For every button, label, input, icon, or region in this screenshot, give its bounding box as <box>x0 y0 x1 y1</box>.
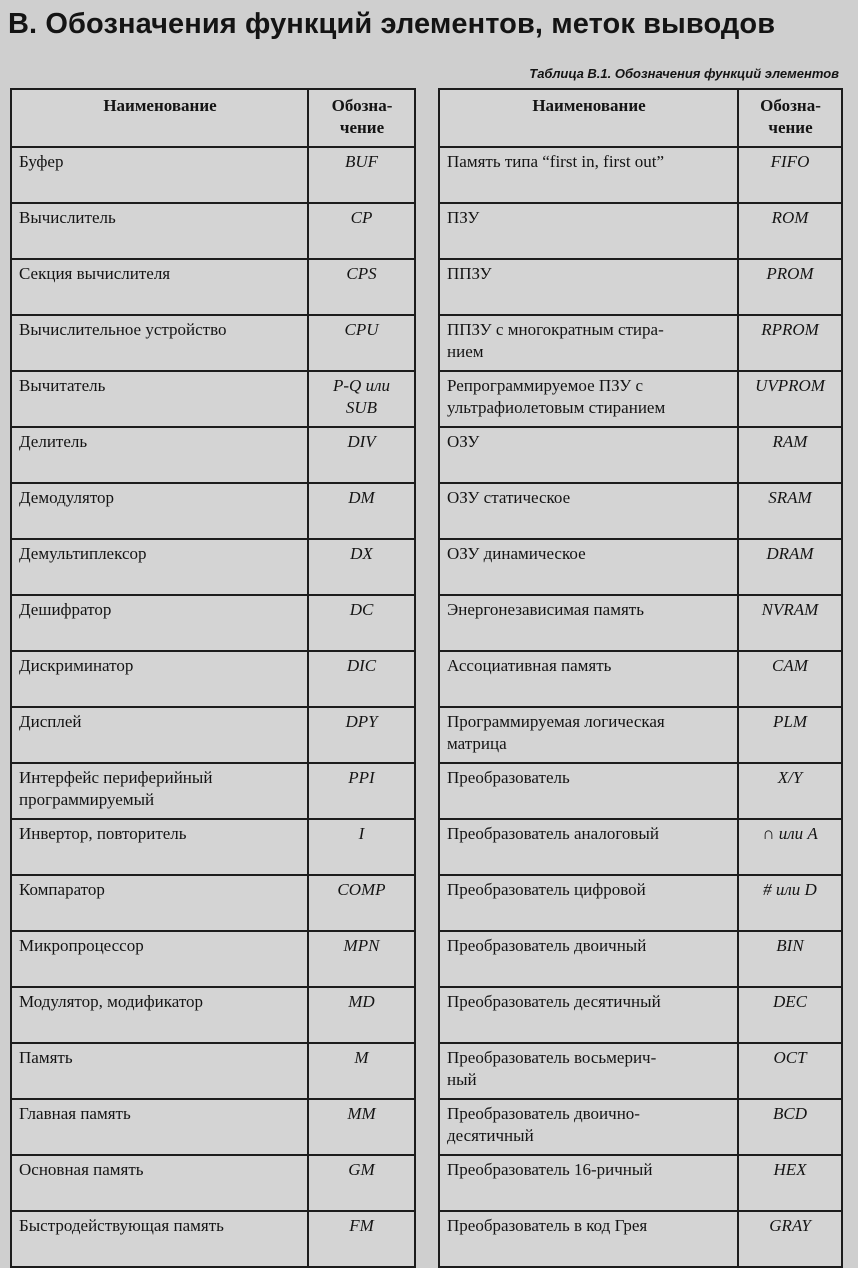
element-name-cell: Память типа “first in, first out” <box>439 147 738 203</box>
element-code-cell: RPROM <box>738 315 842 371</box>
element-name-cell: Преобразователь десятичный <box>439 987 738 1043</box>
table-row <box>439 203 842 259</box>
table-row <box>11 651 415 707</box>
element-code-cell: DC <box>308 595 415 651</box>
table-body-right <box>439 147 842 1267</box>
table-body-left <box>11 147 415 1267</box>
element-name-cell: Основная память <box>11 1155 308 1211</box>
element-code-cell: HEX <box>738 1155 842 1211</box>
element-name-cell: Компаратор <box>11 875 308 931</box>
element-name-cell: Преобразователь двоичный <box>439 931 738 987</box>
table-row <box>11 315 415 371</box>
element-code-cell: NVRAM <box>738 595 842 651</box>
element-name-cell: Дисплей <box>11 707 308 763</box>
element-name-cell: Энергонезависимая память <box>439 595 738 651</box>
element-name-cell: Преобразователь <box>439 763 738 819</box>
column-header-code: Обозна- чение <box>738 89 842 147</box>
table-row <box>439 1211 842 1267</box>
element-name-cell: Модулятор, модификатор <box>11 987 308 1043</box>
element-name-cell: Вычитатель <box>11 371 308 427</box>
table-row <box>11 1099 415 1155</box>
table-row <box>11 371 415 427</box>
element-code-cell: BIN <box>738 931 842 987</box>
element-name-cell: ОЗУ динамическое <box>439 539 738 595</box>
table-row <box>439 931 842 987</box>
table-row <box>11 707 415 763</box>
element-name-cell: Преобразователь двоично- десятичный <box>439 1099 738 1155</box>
element-code-cell: GM <box>308 1155 415 1211</box>
element-code-cell: OCT <box>738 1043 842 1099</box>
element-name-cell: ППЗУ с многократным стира- нием <box>439 315 738 371</box>
element-name-cell: Буфер <box>11 147 308 203</box>
table-row <box>439 259 842 315</box>
element-code-cell: ∩ или A <box>738 819 842 875</box>
element-name-cell: Репрограммируемое ПЗУ с ультрафиолетовым стиранием <box>439 371 738 427</box>
element-code-cell: FIFO <box>738 147 842 203</box>
element-name-cell: Вычислительное устройство <box>11 315 308 371</box>
element-code-cell: MM <box>308 1099 415 1155</box>
element-code-cell: SRAM <box>738 483 842 539</box>
element-code-cell: BCD <box>738 1099 842 1155</box>
element-code-cell: PROM <box>738 259 842 315</box>
column-header-code: Обозна- чение <box>308 89 415 147</box>
functions-table-right <box>438 88 843 1268</box>
table-row <box>439 987 842 1043</box>
column-header-name: Наименование <box>439 89 738 147</box>
element-name-cell: Делитель <box>11 427 308 483</box>
table-row <box>11 1043 415 1099</box>
element-code-cell: COMP <box>308 875 415 931</box>
element-name-cell: Вычислитель <box>11 203 308 259</box>
table-row <box>439 763 842 819</box>
element-name-cell: Программируемая логическая матрица <box>439 707 738 763</box>
table-row <box>11 763 415 819</box>
element-code-cell: X/Y <box>738 763 842 819</box>
table-row <box>439 875 842 931</box>
table-row <box>11 875 415 931</box>
table-row <box>11 819 415 875</box>
element-code-cell: BUF <box>308 147 415 203</box>
table-caption: Таблица В.1. Обозначения функций элементов <box>529 66 839 81</box>
element-name-cell: ПЗУ <box>439 203 738 259</box>
table-row <box>439 651 842 707</box>
element-name-cell: Память <box>11 1043 308 1099</box>
table-header-row <box>439 89 842 147</box>
element-name-cell: Интерфейс периферийный программируемый <box>11 763 308 819</box>
element-code-cell: DPY <box>308 707 415 763</box>
element-code-cell: ROM <box>738 203 842 259</box>
table-row <box>11 259 415 315</box>
table-row <box>11 147 415 203</box>
element-name-cell: Главная память <box>11 1099 308 1155</box>
table-row <box>11 1211 415 1267</box>
table-row <box>439 707 842 763</box>
table-row <box>11 987 415 1043</box>
element-name-cell: Преобразователь в код Грея <box>439 1211 738 1267</box>
element-code-cell: M <box>308 1043 415 1099</box>
table-row <box>439 1155 842 1211</box>
element-code-cell: MPN <box>308 931 415 987</box>
table-row <box>11 203 415 259</box>
element-code-cell: CPU <box>308 315 415 371</box>
element-name-cell: ОЗУ статическое <box>439 483 738 539</box>
table-row <box>11 539 415 595</box>
table-row <box>439 1043 842 1099</box>
table-header-row <box>11 89 415 147</box>
functions-table-left <box>10 88 416 1268</box>
page-title: В. Обозначения функций элементов, меток выводов <box>8 8 776 40</box>
element-code-cell: DX <box>308 539 415 595</box>
element-code-cell: CAM <box>738 651 842 707</box>
element-name-cell: Микропроцессор <box>11 931 308 987</box>
table-row <box>11 1155 415 1211</box>
element-name-cell: Демультиплексор <box>11 539 308 595</box>
column-header-name: Наименование <box>11 89 308 147</box>
table-row <box>439 371 842 427</box>
element-code-cell: GRAY <box>738 1211 842 1267</box>
table-row <box>439 539 842 595</box>
table-row <box>11 595 415 651</box>
element-name-cell: Демодулятор <box>11 483 308 539</box>
element-name-cell: Быстродействующая память <box>11 1211 308 1267</box>
table-row <box>439 427 842 483</box>
element-name-cell: Дискриминатор <box>11 651 308 707</box>
element-code-cell: FM <box>308 1211 415 1267</box>
element-code-cell: CPS <box>308 259 415 315</box>
element-code-cell: DIC <box>308 651 415 707</box>
element-name-cell: Секция вычислителя <box>11 259 308 315</box>
element-code-cell: PPI <box>308 763 415 819</box>
element-name-cell: Преобразователь аналоговый <box>439 819 738 875</box>
table-row <box>439 147 842 203</box>
element-code-cell: # или D <box>738 875 842 931</box>
table-row <box>439 595 842 651</box>
element-name-cell: Инвертор, повторитель <box>11 819 308 875</box>
table-row <box>11 931 415 987</box>
table-row <box>439 483 842 539</box>
element-name-cell: ППЗУ <box>439 259 738 315</box>
element-name-cell: Ассоциативная память <box>439 651 738 707</box>
element-code-cell: DEC <box>738 987 842 1043</box>
element-code-cell: DM <box>308 483 415 539</box>
element-code-cell: DIV <box>308 427 415 483</box>
element-code-cell: I <box>308 819 415 875</box>
element-code-cell: UVPROM <box>738 371 842 427</box>
element-name-cell: ОЗУ <box>439 427 738 483</box>
element-code-cell: CP <box>308 203 415 259</box>
element-name-cell: Дешифратор <box>11 595 308 651</box>
element-name-cell: Преобразователь восьмерич- ный <box>439 1043 738 1099</box>
table-row <box>439 1099 842 1155</box>
element-code-cell: PLM <box>738 707 842 763</box>
table-row <box>11 483 415 539</box>
element-name-cell: Преобразователь 16-ричный <box>439 1155 738 1211</box>
element-name-cell: Преобразователь цифровой <box>439 875 738 931</box>
element-code-cell: P-Q или SUB <box>308 371 415 427</box>
element-code-cell: DRAM <box>738 539 842 595</box>
table-row <box>439 819 842 875</box>
table-row <box>11 427 415 483</box>
element-code-cell: MD <box>308 987 415 1043</box>
element-code-cell: RAM <box>738 427 842 483</box>
table-row <box>439 315 842 371</box>
